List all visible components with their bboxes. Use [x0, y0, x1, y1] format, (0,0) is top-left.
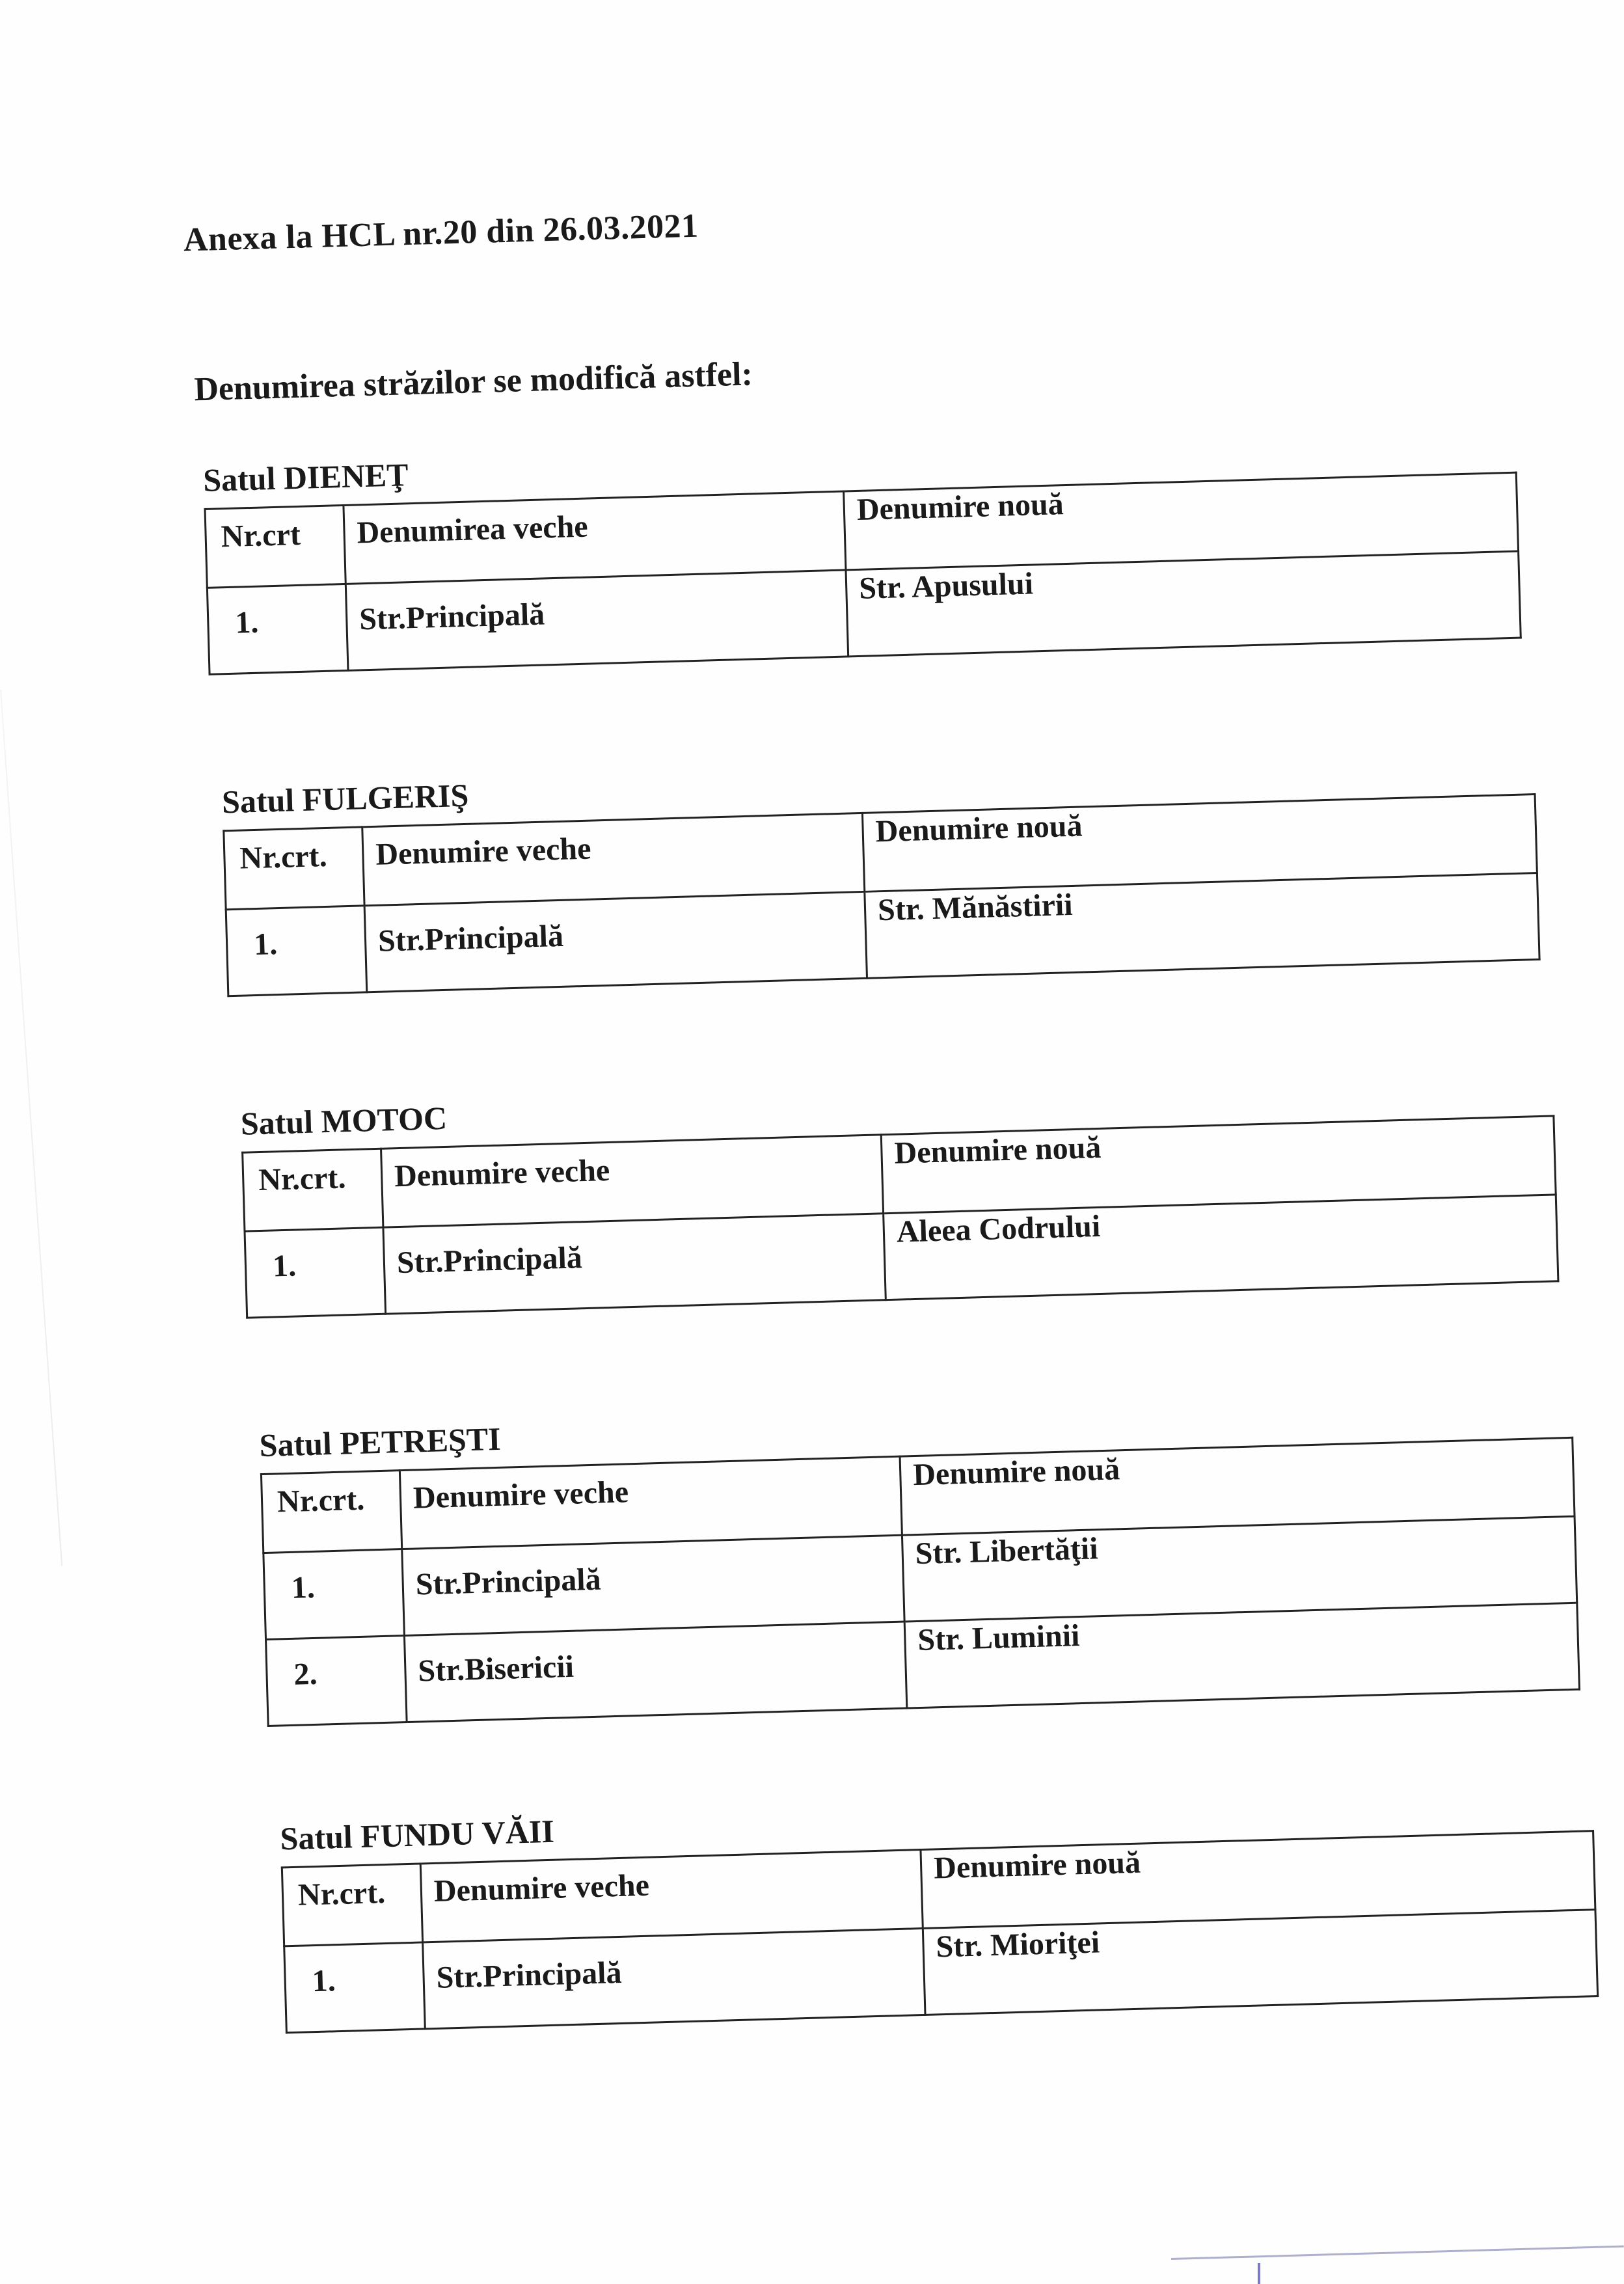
cell-old-name: Str.Principală	[345, 570, 848, 670]
village-section	[239, 1393, 1483, 1728]
village-title: Satul DIENEŢ	[202, 456, 409, 498]
cell-new-name: Str. Luminii	[904, 1603, 1579, 1708]
cell-nr: 1.	[245, 1227, 386, 1318]
header-old-name: Denumire veche	[362, 813, 865, 905]
street-rename-table	[281, 1830, 1599, 2033]
cell-nr: 2.	[266, 1636, 407, 1726]
village-title: Satul MOTOC	[240, 1099, 448, 1142]
cell-new-name: Str. Mănăstirii	[865, 873, 1539, 978]
header-nr: Nr.crt.	[243, 1149, 383, 1231]
village-section	[221, 1071, 1462, 1320]
street-rename-table	[204, 472, 1521, 675]
village-title: Satul FULGERIŞ	[221, 776, 469, 821]
cell-old-name: Str.Principală	[383, 1214, 886, 1314]
cell-old-name: Str.Bisericii	[404, 1622, 906, 1722]
document-body	[176, 159, 1476, 1999]
cell-old-name: Str.Principală	[402, 1535, 904, 1635]
cell-old-name: Str.Principală	[423, 1928, 925, 2028]
scan-edge-bottom	[1171, 2246, 1624, 2260]
header-nr: Nr.crt.	[282, 1864, 422, 1946]
cell-new-name: Str. Mioriţei	[923, 1910, 1597, 2015]
header-old-name: Denumire veche	[420, 1850, 923, 1942]
village-section	[260, 1786, 1502, 2034]
village-title: Satul PETREŞTI	[258, 1420, 502, 1464]
document-intro: Denumirea străzilor se modifică astfel:	[193, 355, 753, 409]
cell-new-name: Str. Libertăţii	[902, 1516, 1577, 1622]
cell-nr: 1.	[207, 584, 348, 674]
cell-new-name: Str. Apusului	[846, 551, 1521, 657]
header-old-name: Denumire veche	[381, 1135, 884, 1227]
header-nr: Nr.crt	[205, 505, 345, 588]
scan-edge-mark	[1258, 2263, 1260, 2284]
header-new-name: Denumire nouă	[900, 1437, 1575, 1535]
street-rename-table	[223, 793, 1540, 997]
village-section	[183, 428, 1424, 676]
header-new-name: Denumire nouă	[921, 1831, 1595, 1929]
header-new-name: Denumire nouă	[844, 472, 1519, 570]
header-new-name: Denumire nouă	[862, 795, 1537, 892]
cell-nr: 1.	[226, 906, 367, 996]
header-old-name: Denumirea veche	[344, 491, 846, 584]
scan-edge-left	[0, 690, 62, 1566]
street-rename-table	[241, 1115, 1559, 1318]
cell-nr: 1.	[284, 1942, 426, 2033]
header-new-name: Denumire nouă	[881, 1116, 1556, 1214]
header-nr: Nr.crt.	[224, 827, 364, 910]
street-rename-table	[260, 1437, 1580, 1727]
village-section	[202, 749, 1443, 998]
header-nr: Nr.crt.	[261, 1471, 401, 1553]
cell-nr: 1.	[264, 1549, 405, 1640]
document-title: Anexa la HCL nr.20 din 26.03.2021	[183, 207, 699, 259]
cell-old-name: Str.Principală	[364, 891, 867, 992]
header-old-name: Denumire veche	[399, 1456, 902, 1549]
cell-new-name: Aleea Codrului	[884, 1195, 1558, 1300]
village-title: Satul FUNDU VĂII	[279, 1812, 555, 1857]
